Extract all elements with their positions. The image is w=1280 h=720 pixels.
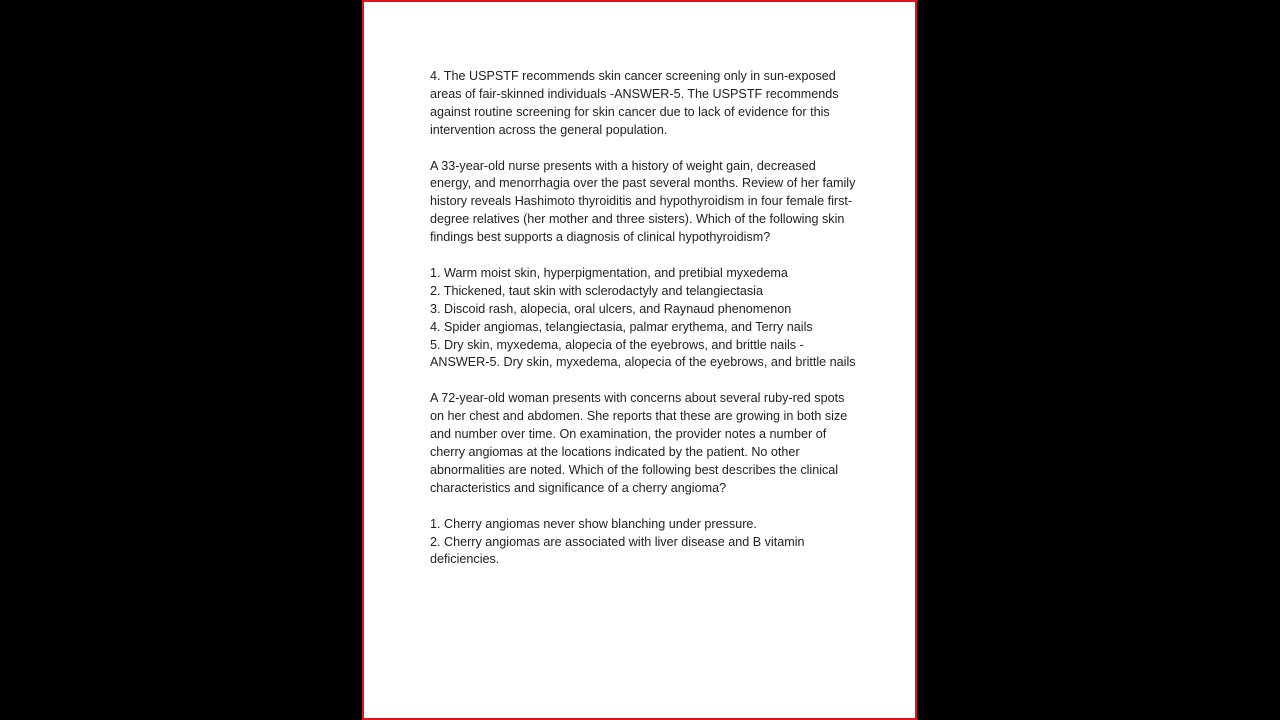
document-content	[430, 68, 860, 587]
option-4: 4. Spider angiomas, telangiectasia, palmar erythema, and Terry nails	[430, 319, 813, 334]
option-1: 1. Warm moist skin, hyperpigmentation, and pretibial myxedema	[430, 265, 788, 280]
option-2: 2. Cherry angiomas are associated with liver disease and B vitamin deficiencies.	[430, 534, 805, 567]
question-33-year-old-nurse-stem: A 33-year-old nurse presents with a history of weight gain, decreased energy, and menorrhagia over the past several months. Review of her family history reveals Hashimoto thyroiditis and hypothyroidism in four female first-degree relatives (her mother and three sisters). Which of the following skin findings best supports a diagnosis of clinical hypothyroidism?	[430, 158, 856, 245]
option-5-with-answer: 5. Dry skin, myxedema, alopecia of the eyebrows, and brittle nails -ANSWER-5. Dry skin, myxedema, alopecia of the eyebrows, and brittle nails	[430, 337, 856, 370]
document-page	[362, 0, 917, 720]
question-cherry-angioma-stem: A 72-year-old woman presents with concerns about several ruby-red spots on her chest and abdomen. She reports that these are growing in both size and number over time. On examination, the provider notes a number of cherry angiomas at the locations indicated by the patient. No other abnormalities are noted. Which of the following best describes the clinical characteristics and significance of a cherry angioma?	[430, 391, 848, 495]
question-33-year-old-nurse-options	[430, 265, 860, 372]
question-cherry-angioma-options	[430, 516, 860, 570]
option-1: 1. Cherry angiomas never show blanching under pressure.	[430, 516, 757, 531]
option-3: 3. Discoid rash, alopecia, oral ulcers, and Raynaud phenomenon	[430, 301, 792, 316]
option-2: 2. Thickened, taut skin with sclerodactyly and telangiectasia	[430, 283, 763, 298]
previous-answer-paragraph: 4. The USPSTF recommends skin cancer screening only in sun-exposed areas of fair-skinned individuals -ANSWER-5. The USPSTF recommends against routine screening for skin cancer due to lack of evidence for this intervention across the general population.	[430, 69, 839, 137]
